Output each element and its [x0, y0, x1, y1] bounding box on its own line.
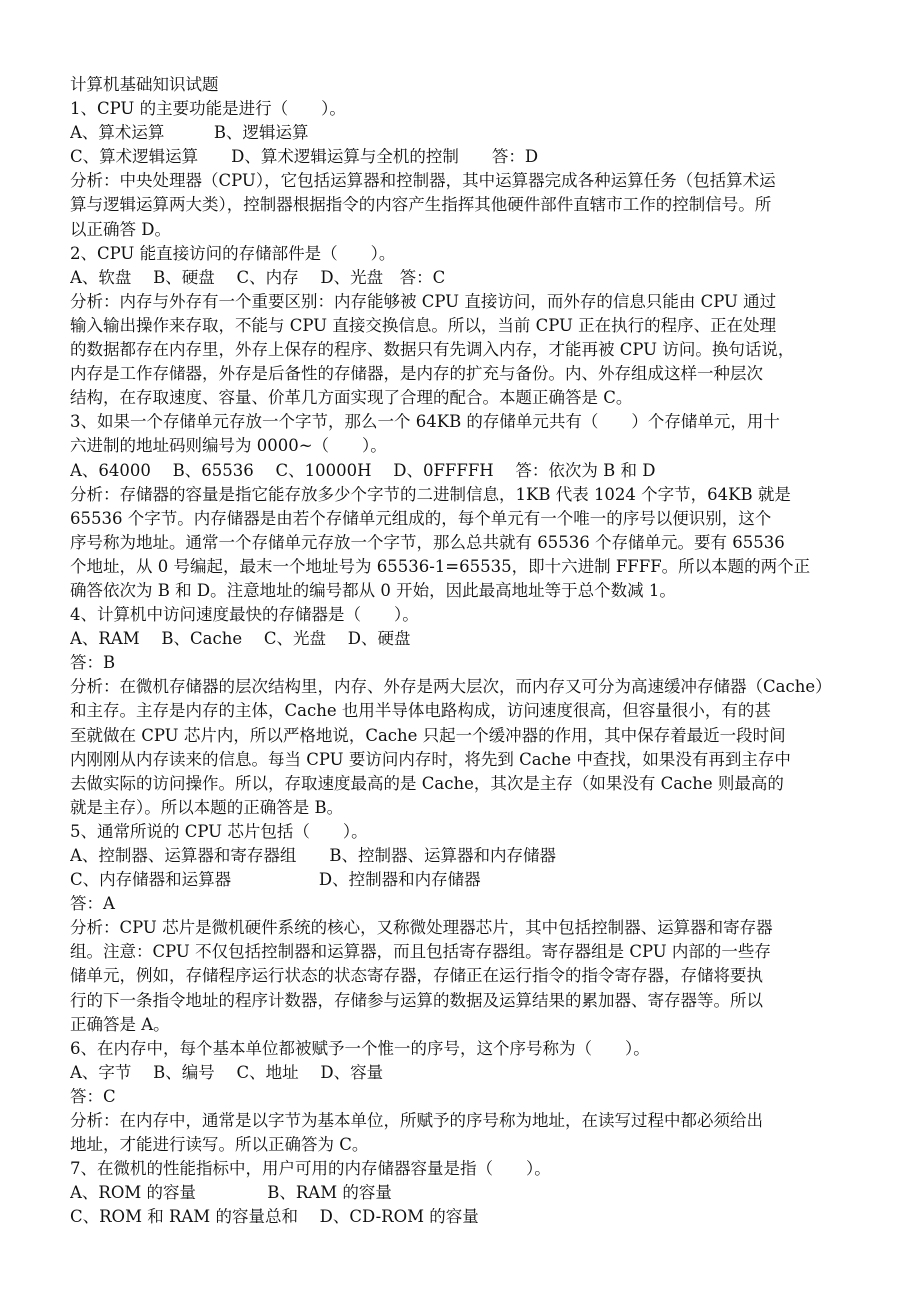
- text-line: 储单元，例如，存储程序运行状态的状态寄存器，存储正在运行指令的指令寄存器，存储将要执: [70, 966, 763, 986]
- text-line: C、内存储器和运算器 D、控制器和内存储器: [70, 870, 481, 890]
- text-line: 和主存。主存是内存的主体，Cache 也用半导体电路构成，访问速度很高，但容量很小，有的甚: [70, 701, 771, 721]
- text-line: 的数据都存在内存里，外存上保存的程序、数据只有先调入内存，才能再被 CPU 访问。换句话说，: [70, 340, 795, 360]
- text-line: 正确答是 A。: [70, 1014, 170, 1034]
- text-line: 六进制的地址码则编号为 0000~（ ）。: [70, 436, 387, 456]
- text-line: 序号称为地址。通常一个存储单元存放一个字节，那么总共就有 65536 个存储单元。要有 65536: [70, 532, 785, 552]
- text-line: C、算术逻辑运算 D、算术逻辑运算与全机的控制 答：D: [70, 147, 539, 167]
- text-line: A、64000 B、65536 C、10000H D、0FFFFH 答：依次为 B 和 D: [70, 460, 656, 480]
- text-line: 输入输出操作来存取，不能与 CPU 直接交换信息。所以，当前 CPU 正在执行的程序、正在处理: [70, 315, 777, 335]
- text-line: 个地址，从 0 号编起，最末一个地址号为 65536-1=65535，即十六进制 FFFF。所以本题的两个正: [70, 556, 811, 576]
- text-line: 行的下一条指令地址的程序计数器，存储参与运算的数据及运算结果的累加器、寄存器等。所以: [70, 990, 763, 1010]
- text-line: C、ROM 和 RAM 的容量总和 D、CD-ROM 的容量: [70, 1207, 479, 1227]
- text-line: 1、CPU 的主要功能是进行（ ）。: [70, 99, 346, 119]
- text-line: A、软盘 B、硬盘 C、内存 D、光盘 答：C: [70, 267, 446, 287]
- text-line: 就是主存）。所以本题的正确答是 B。: [70, 797, 344, 817]
- text-line: 答：A: [70, 894, 115, 914]
- text-line: 确答依次为 B 和 D。注意地址的编号都从 0 开始，因此最高地址等于总个数减 1。: [70, 580, 676, 600]
- text-line: 答：C: [70, 1086, 116, 1106]
- text-line: A、ROM 的容量 B、RAM 的容量: [70, 1183, 392, 1203]
- text-line: 4、计算机中访问速度最快的存储器是（ ）。: [70, 605, 419, 625]
- text-line: 内存是工作存储器，外存是后备性的存储器，是内存的扩充与备份。内、外存组成这样一种层次: [70, 364, 763, 384]
- text-line: 分析：存储器的容量是指它能存放多少个字节的二进制信息，1KB 代表 1024 个字节，64KB 就是: [70, 484, 791, 504]
- text-line: 3、如果一个存储单元存放一个字节，那么一个 64KB 的存储单元共有（ ）个存储单元，用十: [70, 412, 780, 432]
- text-line: 答：B: [70, 653, 116, 673]
- text-line: 内刚刚从内存读来的信息。每当 CPU 要访问内存时，将先到 Cache 中查找，如果没有再到主存中: [70, 749, 791, 769]
- text-line: 6、在内存中，每个基本单位都被赋予一个惟一的序号，这个序号称为（ ）。: [70, 1038, 650, 1058]
- text-line: 去做实际的访问操作。所以，存取速度最高的是 Cache，其次是主存（如果没有 Cache 则最高的: [70, 773, 784, 793]
- text-line: 分析：中央处理器（CPU），它包括运算器和控制器，其中运算器完成各种运算任务（包括算术运: [70, 171, 776, 191]
- text-line: 65536 个字节。内存储器是由若个存储单元组成的，每个单元有一个唯一的序号以便识别，这个: [70, 508, 772, 528]
- text-line: 地址，才能进行读写。所以正确答为 C。: [70, 1135, 369, 1155]
- text-line: A、RAM B、Cache C、光盘 D、硬盘: [70, 629, 411, 649]
- text-line: 以正确答 D。: [70, 219, 171, 239]
- text-line: 7、在微机的性能指标中，用户可用的内存储器容量是指（ ）。: [70, 1159, 551, 1179]
- text-line: 2、CPU 能直接访问的存储部件是（ ）。: [70, 243, 396, 263]
- text-line: A、控制器、运算器和寄存器组 B、控制器、运算器和内存储器: [70, 846, 557, 865]
- text-line: 分析：在内存中，通常是以字节为基本单位，所赋予的序号称为地址，在读写过程中都必须给出: [70, 1111, 763, 1131]
- document-page: [70, 73, 860, 1230]
- text-line: A、字节 B、编号 C、地址 D、容量: [70, 1062, 384, 1082]
- text-line: 组。注意：CPU 不仅包括控制器和运算器，而且包括寄存器组。寄存器组是 CPU 内部的一些存: [70, 942, 771, 962]
- text-line: 算与逻辑运算两大类），控制器根据指令的内容产生指挥其他硬件部件直辖市工作的控制信号。所: [70, 195, 772, 215]
- text-line: 至就做在 CPU 芯片内，所以严格地说，Cache 只起一个缓冲器的作用，其中保存着最近一段时间: [70, 725, 786, 745]
- text-line: 分析：内存与外存有一个重要区别：内存能够被 CPU 直接访问，而外存的信息只能由 CPU 通过: [70, 291, 777, 311]
- text-line: 分析：CPU 芯片是微机硬件系统的核心，又称微处理器芯片，其中包括控制器、运算器和寄存器: [70, 918, 773, 938]
- text-line: 计算机基础知识试题: [70, 75, 219, 94]
- text-line: A、算术运算 B、逻辑运算: [70, 123, 309, 143]
- text-line: 结构，在存取速度、容量、价革几方面实现了合理的配合。本题正确答是 C。: [70, 388, 633, 408]
- text-line: 5、通常所说的 CPU 芯片包括（ ）。: [70, 821, 368, 841]
- text-line: 分析：在微机存储器的层次结构里，内存、外存是两大层次，而内存又可分为高速缓冲存储器（Cache）: [70, 677, 832, 697]
